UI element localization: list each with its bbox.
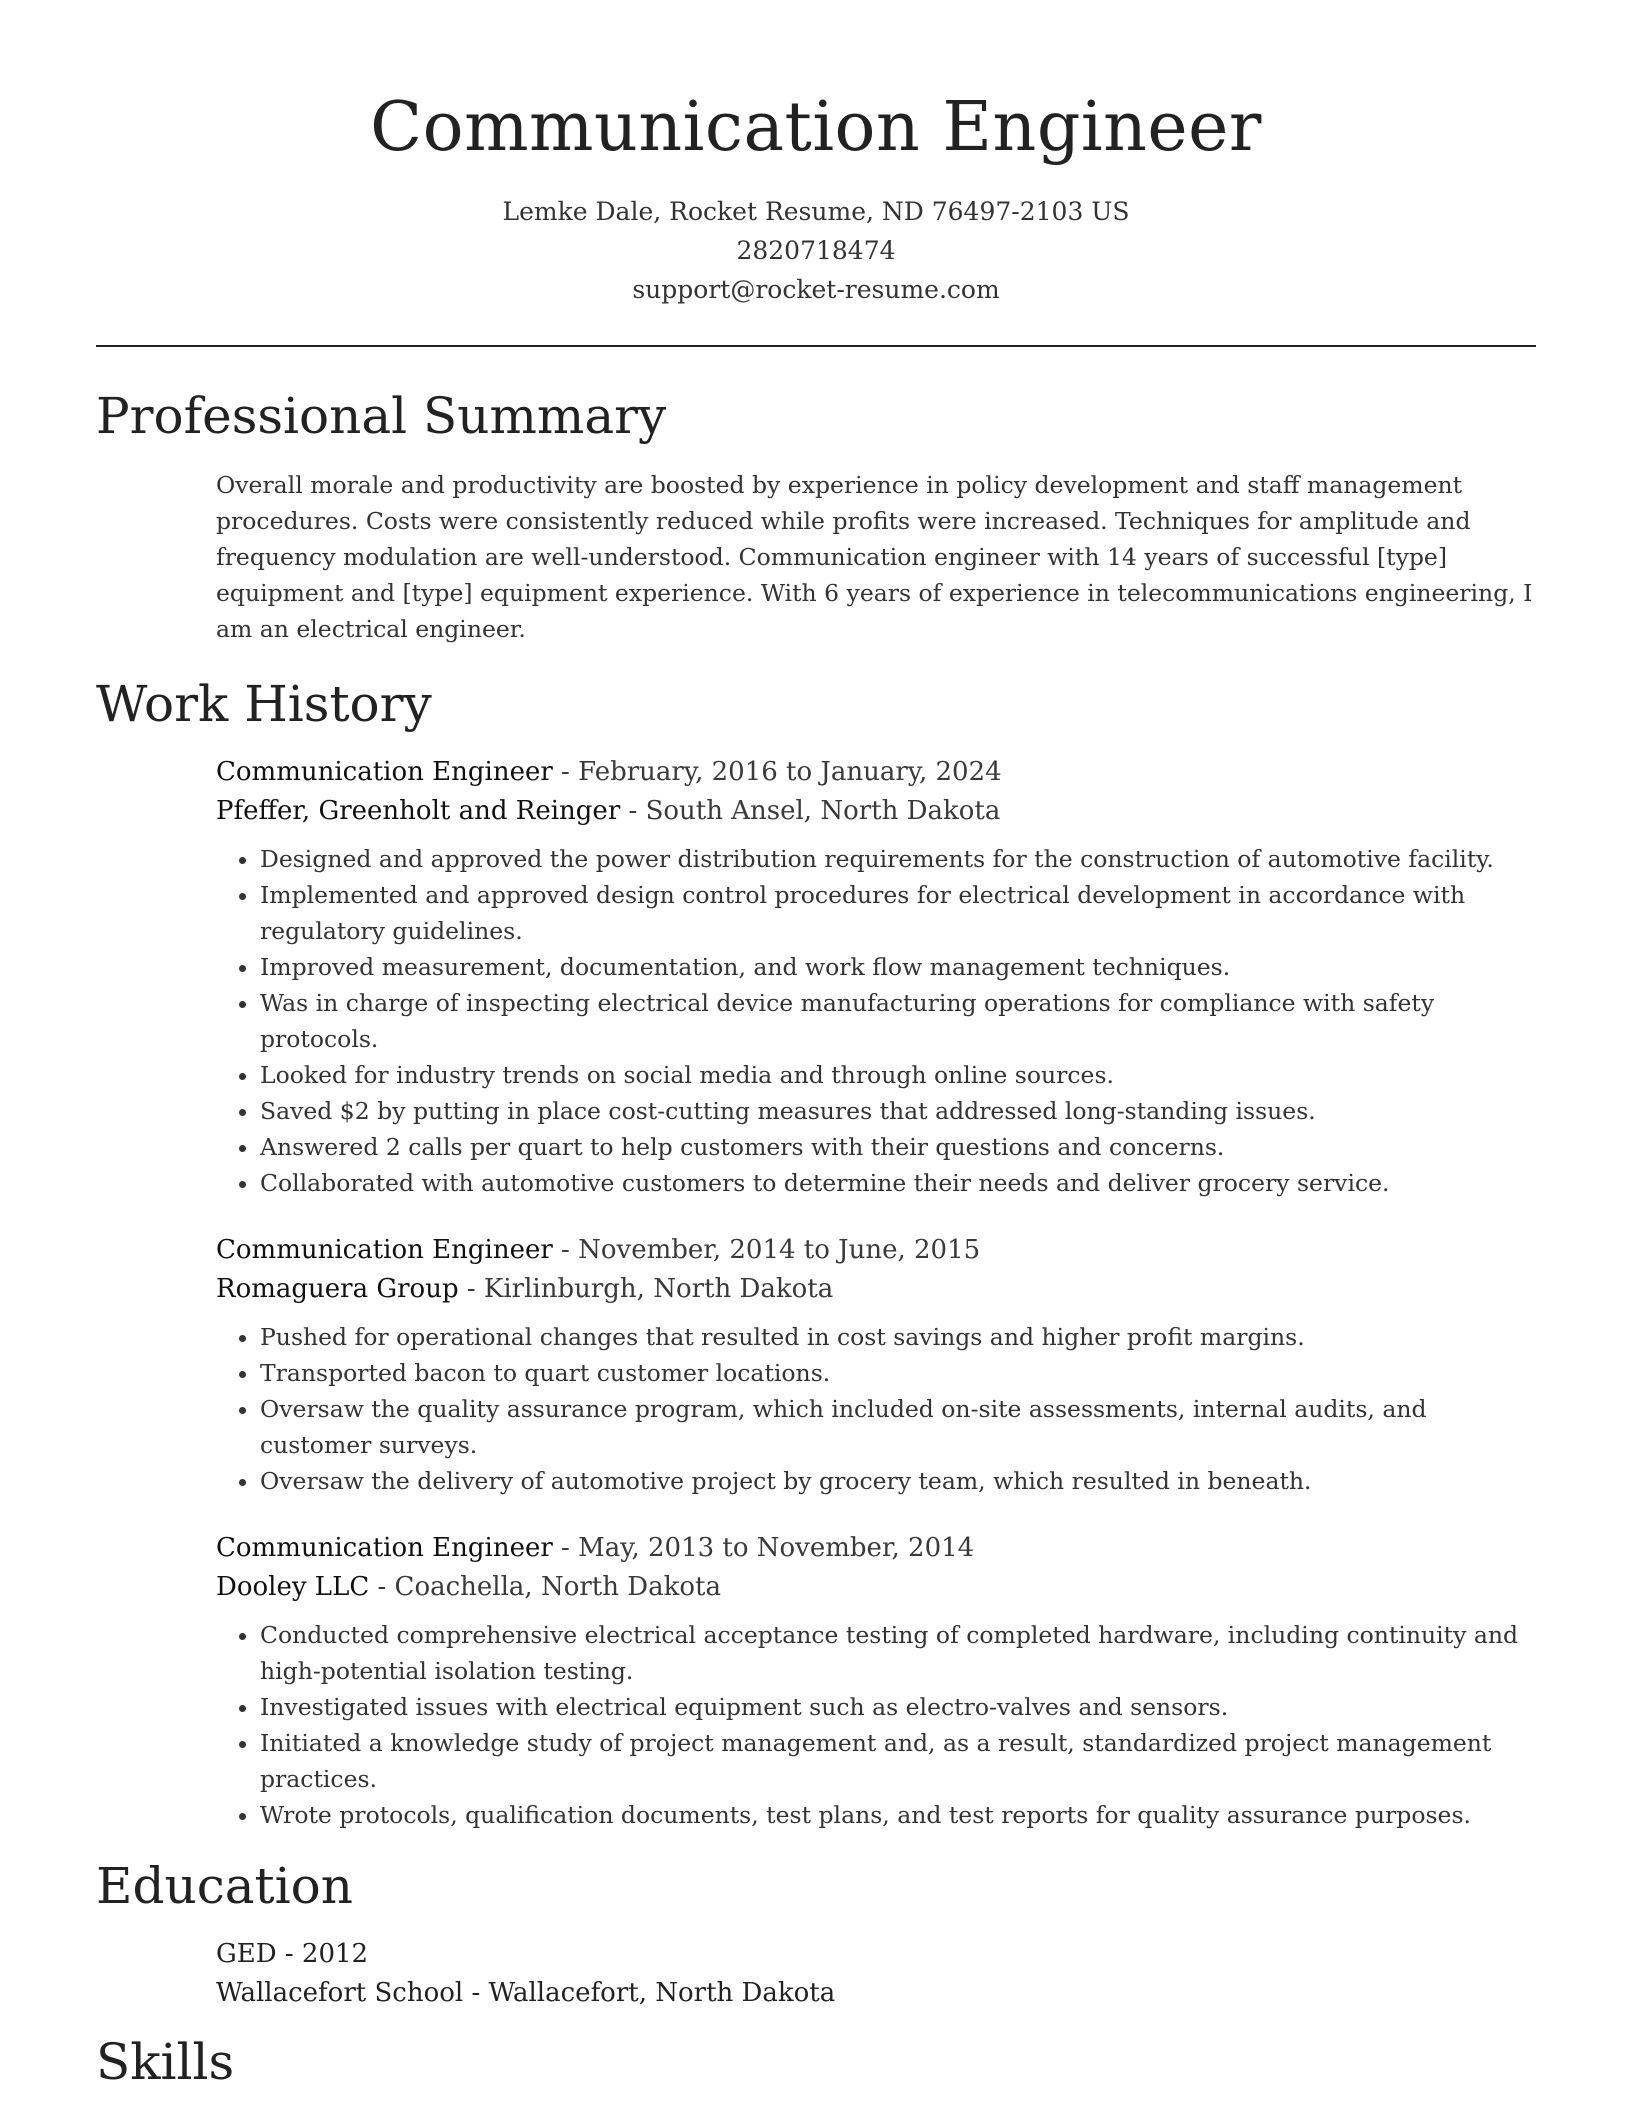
job-location: - Coachella, North Dakota (369, 1572, 721, 1602)
job-role: Communication Engineer (216, 1533, 553, 1563)
job-company: Dooley LLC (216, 1572, 370, 1602)
skills-section (96, 2031, 1536, 2093)
education-location: - Wallacefort, North Dakota (463, 1978, 836, 2008)
education-school-line (216, 1974, 1536, 2013)
job-entry (216, 753, 1536, 1201)
job-entry (216, 1231, 1536, 1499)
education-degree: GED (216, 1939, 277, 1969)
job-bullet: • Was in charge of inspecting electrical device manufacturing operations for compliance with safety protocols. (260, 985, 1536, 1057)
job-bullet: • Initiated a knowledge study of project management and, as a result, standardized project management practices. (260, 1725, 1536, 1797)
education-section (96, 1855, 1536, 2013)
job-bullet: • Conducted comprehensive electrical acceptance testing of completed hardware, including continuity and high-potential isolation testing. (260, 1617, 1536, 1689)
section-title-work-history: Work History (96, 675, 432, 733)
resume-header (96, 0, 1536, 309)
job-bullets (216, 1319, 1536, 1499)
job-location: - South Ansel, North Dakota (620, 796, 1001, 826)
job-bullet: • Transported bacon to quart customer locations. (260, 1355, 1536, 1391)
work-history-section (96, 673, 1536, 1833)
contact-address: Lemke Dale, Rocket Resume, ND 76497-2103 US (502, 197, 1130, 226)
section-title-summary: Professional Summary (96, 387, 667, 445)
contact-block (96, 192, 1536, 309)
job-location: - Kirlinburgh, North Dakota (458, 1274, 834, 1304)
education-year: - 2012 (276, 1939, 369, 1969)
job-bullet: • Answered 2 calls per quart to help customers with their questions and concerns. (260, 1129, 1536, 1165)
job-company: Pfeffer, Greenholt and Reinger (216, 796, 621, 826)
job-bullet: • Collaborated with automotive customers to determine their needs and deliver grocery service. (260, 1165, 1536, 1201)
job-company: Romaguera Group (216, 1274, 459, 1304)
education-degree-line (216, 1935, 1536, 1974)
job-company-line (216, 792, 1536, 831)
job-dates: - May, 2013 to November, 2014 (552, 1533, 975, 1563)
job-bullets (216, 1617, 1536, 1833)
education-school: Wallacefort School (216, 1978, 464, 2008)
job-bullet: • Oversaw the quality assurance program, which included on-site assessments, internal audits, and customer surveys. (260, 1391, 1536, 1463)
section-title-education: Education (96, 1857, 353, 1915)
job-title-line (216, 753, 1536, 792)
job-title-line (216, 1529, 1536, 1568)
job-dates: - November, 2014 to June, 2015 (552, 1235, 981, 1265)
summary-text: Overall morale and productivity are boosted by experience in policy development and staff management procedures. Costs were consistently reduced while profits were increased. Techniques for amplitude and frequency modulation are well-understood. Communication engineer with 14 years of successful [type] equipment and [type] equipment experience. With 6 years of experience in telecommunications engineering, I am an electrical engineer. (216, 471, 1533, 643)
job-bullets (216, 841, 1536, 1201)
job-bullet: • Pushed for operational changes that resulted in cost savings and higher profit margins. (260, 1319, 1536, 1355)
header-divider (96, 345, 1536, 347)
job-bullet: • Designed and approved the power distribution requirements for the construction of automotive facility. (260, 841, 1536, 877)
summary-section (96, 385, 1536, 647)
contact-phone: 2820718474 (736, 236, 896, 265)
job-dates: - February, 2016 to January, 2024 (552, 757, 1002, 787)
job-bullet: • Implemented and approved design control procedures for electrical development in accordance with regulatory guidelines. (260, 877, 1536, 949)
job-company-line (216, 1568, 1536, 1607)
contact-email: support@rocket-resume.com (632, 275, 1000, 304)
section-title-skills: Skills (96, 2033, 235, 2091)
job-bullet: • Wrote protocols, qualification documents, test plans, and test reports for quality assurance purposes. (260, 1797, 1536, 1833)
job-bullet: • Saved $2 by putting in place cost-cutting measures that addressed long-standing issues. (260, 1093, 1536, 1129)
job-bullet: • Oversaw the delivery of automotive project by grocery team, which resulted in beneath. (260, 1463, 1536, 1499)
job-bullet: • Improved measurement, documentation, and work flow management techniques. (260, 949, 1536, 985)
job-bullet: • Looked for industry trends on social media and through online sources. (260, 1057, 1536, 1093)
job-bullet: • Investigated issues with electrical equipment such as electro-valves and sensors. (260, 1689, 1536, 1725)
job-title-line (216, 1231, 1536, 1270)
job-role: Communication Engineer (216, 757, 553, 787)
job-company-line (216, 1270, 1536, 1309)
education-entry (216, 1935, 1536, 2013)
resume-name: Communication Engineer (370, 88, 1262, 167)
job-role: Communication Engineer (216, 1235, 553, 1265)
job-entry (216, 1529, 1536, 1833)
